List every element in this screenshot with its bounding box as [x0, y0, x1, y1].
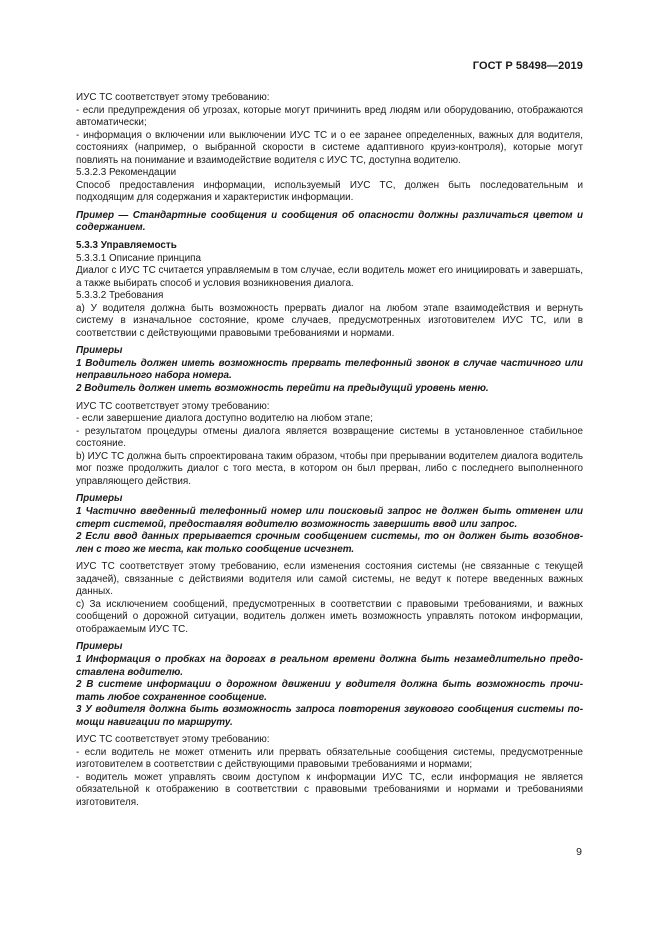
example-text: Примеры — [76, 345, 123, 357]
example-text: 1 Частично введенный телефонный номер или поисковый запрос не должен быть отменен или стерт системой, предоставляя водителю возможность завершить ввод или запрос. — [76, 505, 583, 530]
body-paragraph: - результатом процедуры отмены диалога является возвращение системы в установленное стабильное состояние. — [76, 425, 583, 450]
section-heading: 5.3.3 Управляемость — [76, 240, 177, 252]
example-text: 1 Информация о пробках на дорогах в реальном времени должна быть незамедлительно предоставлена водителю. — [76, 653, 583, 678]
body-paragraph: ИУС ТС соответствует этому требованию: — [76, 400, 270, 412]
body-paragraph: ИУС ТС соответствует этому требованию: — [76, 92, 270, 103]
example-text: 2 В системе информации о дорожном движении у водителя должна быть возможность прочитать любое сохраненное сообщение. — [76, 679, 583, 703]
body-paragraph: - если водитель не может отменить или прервать обязательные сообщения системы, предусмотренные изготовителем в соответствии с действующими правовыми требованиями и нормами; — [76, 746, 583, 771]
body-paragraph: 5.3.2.3 Рекомендации — [76, 167, 177, 179]
body-paragraph: - информация о включении или выключении ИУС ТС и о ее заранее определенных, важных для водителя, состояниях (например, о выбранной скорости в системе адаптивного круиз-контроля), которые могут повлиять на понимание и взаимодействие водителя с ИУС ТС, доступна водителю. — [76, 129, 583, 166]
body-paragraph: Диалог с ИУС ТС считается управляемым в том случае, если водитель может его инициировать и завершать, а также выбирать способ и условия возникновения диалога. — [76, 265, 583, 289]
body-paragraph: - если предупреждения об угрозах, которые могут причинить вред людям или оборудованию, отображаются автоматически; — [76, 104, 583, 129]
body-paragraph: 5.3.3.2 Требования — [76, 290, 164, 302]
body-paragraph: - водитель может управлять своим доступом к информации ИУС ТС, если информация не является обязательной к отображению в соответствии с правовыми требованиями и нормами и требованиями изготовителя. — [76, 771, 583, 808]
body-paragraph: Способ предоставления информации, используемый ИУС ТС, должен быть последовательным и подходящим для содержания и характеристик информации. — [76, 179, 583, 204]
example-text: Примеры — [76, 493, 123, 505]
example-text: 3 У водителя должна быть возможность запроса повторения звукового сообщения системы помощи навигации по маршруту. — [76, 704, 583, 728]
page-number: 9 — [576, 846, 582, 858]
body-paragraph: - если завершение диалога доступно водителю на любом этапе; — [76, 413, 373, 425]
document-body — [76, 92, 583, 810]
body-paragraph: а) У водителя должна быть возможность прервать диалог на любом этапе взаимодействия и вернуть систему в изначальное состояние, кроме случаев, предусмотренных изготовителем ИУС ТС, или в соответствии с действующими правовыми требованиями и нормами. — [76, 302, 583, 339]
example-text: Примеры — [76, 641, 123, 653]
body-paragraph: с) За исключением сообщений, предусмотренных в соответствии с правовыми требованиями, и важных сообщений о дорожной ситуации, водитель должен иметь возможность управлять потоком информации, отображаемым ИУС ТС. — [76, 598, 583, 635]
body-paragraph: ИУС ТС соответствует этому требованию, если изменения состояния системы (не связанные с текущей задачей), связанные с действиями водителя или самой системы, не ведут к потере введенных важных данных. — [76, 561, 583, 598]
example-text: Пример — Стандартные сообщения и сообщения об опасности должны различаться цветом и содержанием. — [76, 209, 583, 234]
example-text: 2 Если ввод данных прерывается срочным сообщением системы, то он должен быть возобновлен с того же места, как только сообщение исчезнет. — [76, 531, 583, 555]
body-paragraph: ИУС ТС соответствует этому требованию: — [76, 734, 270, 746]
standard-header: ГОСТ Р 58498—2019 — [472, 60, 583, 72]
example-text: 1 Водитель должен иметь возможность прервать телефонный звонок в случае частичного или неправильного набора номера. — [76, 357, 583, 382]
example-text: 2 Водитель должен иметь возможность перейти на предыдущий уровень меню. — [76, 383, 489, 395]
body-paragraph: 5.3.3.1 Описание принципа — [76, 252, 201, 264]
body-paragraph: b) ИУС ТС должна быть спроектирована таким образом, чтобы при прерывании водителем диалога водитель мог позже продолжить диалог с того места, в котором он был прерван, либо с последнего выполненного управляющего действия. — [76, 450, 583, 487]
